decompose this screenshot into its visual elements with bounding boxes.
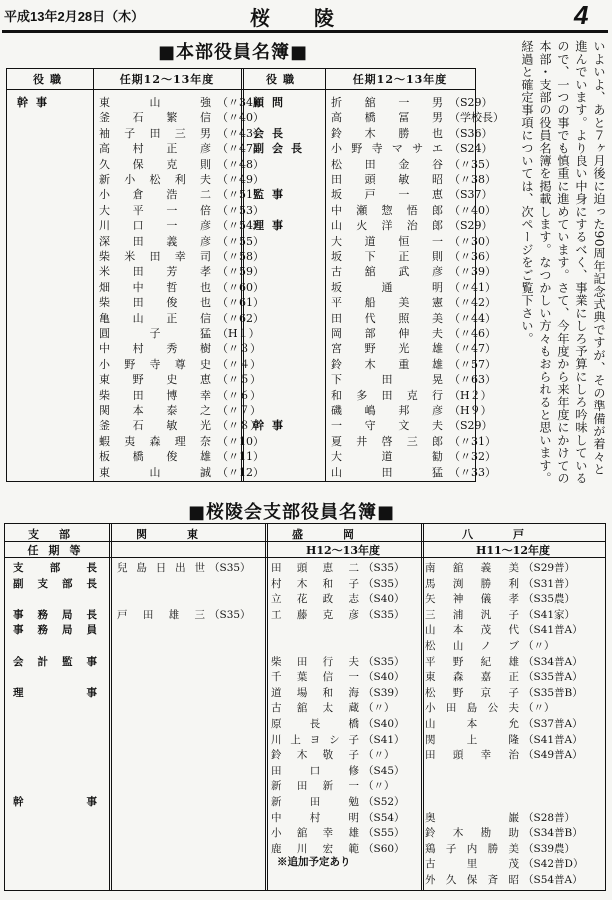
officer-name: 中村秀樹 — [99, 342, 211, 356]
officer-name: 鈴木重雄 — [331, 357, 443, 371]
officer-row — [99, 434, 264, 450]
officer-row — [331, 403, 492, 419]
col-morioka: 盛岡 — [292, 528, 394, 541]
branch-officer-year: （〃） — [363, 749, 395, 762]
divider — [325, 69, 326, 481]
officer-name: 岡部伸夫 — [331, 327, 443, 340]
role-label: 顧問 — [253, 96, 291, 109]
officer-row — [331, 126, 493, 142]
officer-name: 畑中哲也 — [99, 280, 211, 294]
officer-row — [331, 357, 496, 373]
branch-officer-year: （〃） — [363, 780, 395, 793]
officer-year: （〃40） — [449, 203, 496, 217]
officer-year: （学校長） — [449, 111, 504, 125]
branch-officer-year: （S31普） — [523, 577, 576, 590]
officer-row — [99, 465, 264, 481]
branch-officer-name: 東森嘉正 — [425, 671, 519, 684]
officer-row — [99, 141, 264, 157]
officer-row — [331, 264, 496, 280]
branch-officer-name: 鈴木勘助 — [425, 827, 519, 840]
officer-year: （〃58） — [217, 250, 264, 263]
branch-officer-year: （S52） — [363, 796, 405, 808]
branch-officer-year: （S45） — [363, 764, 405, 777]
branch-officer-name: 関上隆 — [425, 733, 519, 746]
branch-officer-year: （S35） — [209, 562, 251, 574]
divider — [421, 524, 424, 890]
officer-year: （S29） — [449, 96, 493, 109]
officer-name: 釜石繁信 — [99, 111, 211, 125]
branch-officer-name: 松山ノブ — [425, 640, 519, 652]
officer-name: 磯嶋邦彦 — [331, 404, 443, 417]
officer-name: 亀山正信 — [99, 311, 211, 325]
officer-year: （〃32） — [449, 450, 496, 464]
officer-name: 坂戸一恵 — [331, 188, 443, 202]
officer-name: 下田晃 — [331, 373, 443, 387]
branch-officer-name: 立花政志 — [271, 593, 359, 606]
branch-officer-year: （〃） — [363, 702, 395, 715]
branch-officer-name: 原長橋 — [271, 718, 359, 730]
issue-date: 平成13年2月28日（木） — [4, 9, 145, 24]
notice-text: いよいよ、あと７ヶ月後に迫った90周年記念式典ですが、その準備が着々と進んでいます。より良い中身にするべく、事業にしろ予算にしろ吟味しているので、一つの事でも慎重に進めています。さて、今年度から来年度にかけての本部・支部の役員名簿を掲載します。なつかしい方々もおられると思います。経過と確定事項については、次ページをご覧下さい。 — [520, 40, 606, 485]
branch-officer-name: 山本允 — [425, 718, 519, 730]
branch-officer-year: （S41家） — [523, 608, 576, 621]
officer-name: 久保克則 — [99, 157, 211, 171]
officer-year: （〃10） — [217, 434, 264, 448]
officer-year: （〃49） — [217, 173, 264, 186]
officer-name: 大平一倍 — [99, 203, 211, 217]
branch-officer-year: （S55） — [363, 827, 405, 840]
branch-officer-year: （S35） — [363, 577, 405, 590]
branch-officer-name: 鈴木敬子 — [271, 749, 359, 762]
branch-officer-name: 矢神儀孝 — [425, 593, 519, 606]
officer-name: 鈴木勝也 — [331, 126, 443, 140]
officer-year: （〃８） — [217, 419, 261, 433]
officer-name: 米田芳孝 — [99, 265, 211, 279]
branch-officer-name: 南舘義美 — [425, 562, 519, 574]
officer-year: （〃41） — [449, 280, 496, 294]
officer-name: 山火洋治郎 — [331, 219, 443, 233]
officer-name: 釜石敏光 — [99, 419, 211, 433]
role-label: 幹事 — [17, 96, 55, 109]
officer-row — [99, 110, 264, 126]
officer-year: （〃63） — [449, 373, 496, 387]
officer-row — [331, 218, 493, 234]
officer-row — [331, 311, 496, 327]
newsletter-title: 桜陵 — [250, 6, 378, 30]
officer-name: 東山強 — [99, 96, 211, 109]
branch-officer-name: 鹿川宏範 — [271, 842, 359, 855]
col-term: 任期等 — [27, 544, 91, 557]
branch-officer-year: （S34普B） — [523, 827, 583, 840]
branch-officer-name: 道場和海 — [271, 686, 359, 699]
branch-role-label: 会計監事 — [13, 655, 97, 668]
branch-officer-name: 新田勉 — [271, 796, 359, 808]
branch-officer-name: 山本茂代 — [425, 624, 519, 637]
role-label: 監事 — [253, 188, 291, 202]
officer-row — [99, 187, 264, 203]
officer-year: （S24） — [449, 142, 493, 156]
officer-row — [99, 172, 264, 188]
branch-officer-year: （S42普D） — [523, 858, 584, 871]
branch-role-label: 事務局員 — [13, 624, 97, 637]
officer-year: （〃54） — [217, 219, 264, 233]
officer-name: 折舘一男 — [331, 96, 443, 109]
officer-year: （S37） — [449, 188, 493, 202]
branch-officer-year: （S60） — [363, 842, 405, 855]
officer-row — [331, 326, 496, 342]
page-header — [0, 0, 612, 30]
officer-row — [331, 372, 496, 388]
branch-officer-name: 工藤克彦 — [271, 608, 359, 621]
officer-row — [331, 280, 496, 296]
branch-officer-year: （S40） — [363, 593, 405, 606]
officer-name: 平船美憲 — [331, 296, 443, 310]
officer-row — [99, 418, 261, 434]
officer-row — [331, 388, 492, 404]
role-label: 会長 — [253, 126, 291, 140]
branch-officer-name: 古里茂 — [425, 858, 519, 871]
branch-officer-name: 小田島公夫 — [425, 702, 519, 715]
officer-year: （〃５） — [217, 373, 261, 387]
officer-row — [331, 418, 493, 434]
branch-officer-name: 川上ヨシ子 — [271, 733, 359, 746]
officer-year: （〃39） — [449, 265, 496, 279]
officer-row — [331, 295, 496, 311]
branch-role-label: 理事 — [13, 686, 97, 699]
officer-row — [331, 187, 493, 203]
officer-name: 柴田俊也 — [99, 296, 211, 310]
officer-name: 大道勧 — [331, 450, 443, 464]
officer-name: 圓子猛 — [99, 327, 211, 340]
officer-row — [99, 372, 261, 388]
officer-row — [99, 326, 260, 342]
branch-officer-year: （S49普A） — [523, 749, 583, 762]
officer-name: 田頭敏昭 — [331, 173, 443, 186]
officer-year: （H２） — [449, 388, 492, 402]
branch-officer-name: 三浦汎子 — [425, 608, 519, 621]
officer-year: （〃51） — [217, 188, 264, 202]
officer-name: 深田義彦 — [99, 234, 211, 248]
officer-row — [331, 157, 496, 173]
branch-officer-year: （S29普） — [523, 562, 576, 574]
col-term-right: 任期12～13年度 — [352, 73, 448, 86]
officer-year: （〃３） — [217, 342, 261, 356]
branch-officer-year: （S35） — [209, 608, 251, 621]
officer-row — [99, 311, 264, 327]
officer-year: （S29） — [449, 219, 493, 233]
officer-name: 蝦夷森理奈 — [99, 434, 211, 448]
officer-row — [99, 388, 261, 404]
officer-row — [331, 449, 496, 465]
branch-officer-name: 兒島日出世 — [117, 562, 205, 574]
officer-year: （〃４） — [217, 357, 261, 371]
divider — [93, 69, 94, 481]
branch-role-label: 副支部長 — [13, 577, 97, 590]
branch-officer-year: （S41） — [363, 733, 405, 746]
officer-name: 和多田克行 — [331, 388, 443, 402]
branch-officer-name: 馬渕勝利 — [425, 577, 519, 590]
officer-row — [99, 249, 264, 265]
branch-officer-year: （〃） — [523, 702, 555, 715]
officer-row — [331, 465, 496, 481]
branch-officer-year: （S40） — [363, 718, 405, 730]
branch-officer-year: （S35） — [363, 655, 405, 668]
officer-name: 松田金谷 — [331, 157, 443, 171]
branch-officer-year: （S39） — [363, 686, 405, 699]
officer-year: （〃40） — [217, 111, 264, 125]
branch-officer-year: （〃） — [523, 640, 555, 652]
officer-row — [99, 218, 264, 234]
officer-row — [99, 264, 264, 280]
officer-row — [331, 234, 496, 250]
branch-officer-name: 松野京子 — [425, 686, 519, 699]
officer-name: 大道恒一 — [331, 234, 443, 248]
divider — [265, 524, 268, 890]
col-hachinohe: 八戸 — [462, 528, 564, 541]
officer-row — [99, 95, 264, 111]
officer-name: 新小松利夫 — [99, 173, 211, 186]
role-label: 副会長 — [253, 142, 310, 156]
officer-year: （〃43） — [217, 126, 264, 140]
branch-role-label: 支部長 — [13, 562, 97, 574]
header-rule — [2, 30, 608, 33]
officer-year: （〃31） — [449, 434, 496, 448]
officer-year: （〃12） — [217, 465, 264, 479]
branch-officer-name: 戸田雄三 — [117, 608, 205, 621]
officer-name: 小野寺マサエ — [331, 142, 443, 156]
officer-year: （〃38） — [449, 173, 496, 186]
officer-year: （〃62） — [217, 311, 264, 325]
officer-row — [331, 341, 496, 357]
branch-officer-year: （S35） — [363, 562, 405, 574]
officer-year: （〃47） — [449, 342, 496, 356]
officer-name: 山田猛 — [331, 465, 443, 479]
branch-officers-table — [4, 523, 606, 891]
officer-name: 田代照美 — [331, 311, 443, 325]
branch-officer-year: （S35農） — [523, 593, 576, 606]
officer-row — [331, 110, 504, 126]
officer-year: （〃47） — [217, 142, 264, 156]
section1-title: ■本部役員名簿■ — [158, 42, 309, 63]
branch-officer-year: （S39農） — [523, 842, 576, 855]
officer-row — [99, 341, 261, 357]
officer-year: （〃35） — [449, 157, 496, 171]
officer-name: 袖子田三男 — [99, 126, 211, 140]
branch-role-label: 事務局長 — [13, 608, 97, 621]
officer-row — [99, 295, 264, 311]
branch-officer-year: （S35） — [363, 608, 405, 621]
officer-year: （H１） — [217, 327, 260, 340]
officer-name: 柴田博幸 — [99, 388, 211, 402]
branch-officer-year: （S34普A） — [523, 655, 583, 668]
branch-officer-year: （S35普B） — [523, 686, 583, 699]
section2-title: ■桜陵会支部役員名簿■ — [188, 502, 396, 523]
officer-row — [331, 203, 496, 219]
officer-name: 小野寺尊史 — [99, 357, 211, 371]
officer-row — [99, 126, 264, 142]
col-hachinohe-term: H11～12年度 — [475, 544, 550, 557]
officer-year: （〃55） — [217, 234, 264, 248]
officer-row — [99, 403, 261, 419]
branch-role-label: 幹事 — [13, 796, 97, 808]
officer-year: （〃42） — [449, 296, 496, 310]
officer-row — [99, 357, 261, 373]
officer-year: （〃30） — [449, 234, 496, 248]
branch-officer-year: （S54普A） — [523, 874, 583, 886]
branch-officer-year: （S37普A） — [523, 718, 583, 730]
branch-officer-name: 新田新一 — [271, 780, 359, 793]
additional-note: ※追加予定あり — [277, 856, 351, 868]
branch-officer-name: 鶏子内勝美 — [425, 842, 519, 855]
col-branch: 支部 — [28, 528, 90, 541]
branch-officer-name: 平野紀雄 — [425, 655, 519, 668]
officer-year: （〃44） — [449, 311, 496, 325]
branch-officer-name: 小舘幸雄 — [271, 827, 359, 840]
page-number: 4 — [574, 0, 589, 30]
branch-officer-name: 田口修 — [271, 764, 359, 777]
officer-name: 板橋俊雄 — [99, 450, 211, 464]
col-kanto: 関東 — [136, 528, 238, 541]
officer-row — [331, 434, 496, 450]
officer-year: （H９） — [449, 404, 492, 417]
officer-year: （〃34） — [217, 96, 264, 109]
officer-year: （〃46） — [449, 327, 496, 340]
branch-officer-year: （S41普A） — [523, 624, 583, 637]
role-label: 理事 — [253, 219, 291, 233]
role-label: 幹事 — [253, 419, 291, 433]
officer-name: 高村正彦 — [99, 142, 211, 156]
officer-name: 中瀬惣悟郎 — [331, 203, 443, 217]
officer-year: （S29） — [449, 419, 493, 433]
branch-officer-year: （S54） — [363, 811, 405, 824]
branch-officer-name: 柴田行夫 — [271, 655, 359, 668]
officer-name: 高橋冨男 — [331, 111, 443, 125]
officer-row — [99, 234, 264, 250]
col-role-left: 役職 — [33, 73, 67, 86]
branch-officer-name: 田頭幸治 — [425, 749, 519, 762]
officer-year: （〃36） — [449, 250, 496, 263]
officer-name: 川口一彦 — [99, 219, 211, 233]
officer-year: （〃７） — [217, 404, 261, 417]
officer-name: 夏井啓三郎 — [331, 434, 443, 448]
officer-row — [331, 95, 493, 111]
branch-officer-name: 村木和子 — [271, 577, 359, 590]
officer-row — [331, 249, 496, 265]
branch-officer-name: 古舘太蔵 — [271, 702, 359, 715]
officer-name: 小倉浩二 — [99, 188, 211, 202]
officer-year: （〃61） — [217, 296, 264, 310]
officer-year: （〃53） — [217, 203, 264, 217]
officer-name: 坂通明 — [331, 280, 443, 294]
col-role-right: 役職 — [266, 73, 300, 86]
officer-name: 関本泰之 — [99, 404, 211, 417]
officer-year: （S36） — [449, 126, 493, 140]
officer-year: （〃48） — [217, 157, 264, 171]
branch-officer-year: （S40） — [363, 671, 405, 684]
officer-name: 古舘武彦 — [331, 265, 443, 279]
headquarters-officers-table — [6, 68, 504, 482]
officer-row — [99, 157, 264, 173]
officer-year: （〃60） — [217, 280, 264, 294]
col-term-left: 任期12～13年度 — [119, 73, 215, 86]
col-morioka-term: H12～13年度 — [305, 544, 380, 557]
officer-row — [331, 141, 493, 157]
officer-row — [99, 203, 264, 219]
officer-name: 坂下正則 — [331, 250, 443, 263]
branch-officer-name: 奥巌 — [425, 811, 519, 824]
officer-name: 一守文夫 — [331, 419, 443, 433]
officer-name: 柴米田幸司 — [99, 250, 211, 263]
branch-officer-year: （S28普） — [523, 811, 576, 824]
branch-officer-name: 中村明 — [271, 811, 359, 824]
officer-year: （〃57） — [449, 357, 496, 371]
officer-year: （〃６） — [217, 388, 261, 402]
officer-name: 東山誠 — [99, 465, 211, 479]
divider — [7, 89, 475, 90]
officer-name: 東野史恵 — [99, 373, 211, 387]
branch-officer-name: 田頭恵二 — [271, 562, 359, 574]
branch-officer-year: （S35普A） — [523, 671, 583, 684]
branch-officer-year: （S41普A） — [523, 733, 583, 746]
divider — [109, 524, 112, 890]
officer-row — [99, 449, 264, 465]
officer-year: （〃33） — [449, 465, 496, 479]
officer-row — [331, 172, 496, 188]
branch-officer-name: 外久保斉昭 — [425, 874, 519, 886]
officer-name: 宮野光雄 — [331, 342, 443, 356]
officer-year: （〃59） — [217, 265, 264, 279]
branch-officer-name: 千葉信一 — [271, 671, 359, 684]
officer-year: （〃11） — [217, 450, 264, 464]
officer-row — [99, 280, 264, 296]
